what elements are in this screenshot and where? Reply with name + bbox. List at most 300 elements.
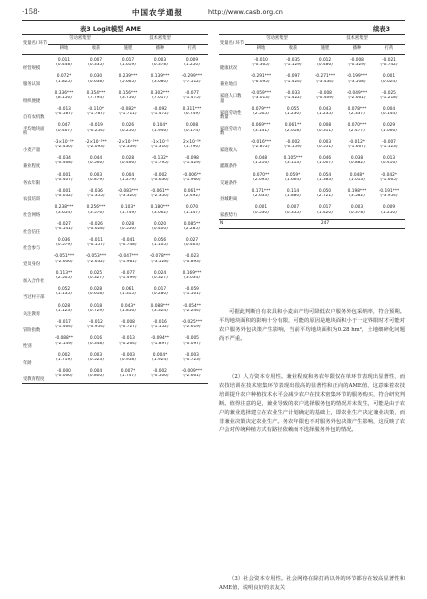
z-statistic: (1.235) — [317, 112, 333, 117]
ame-coefficient: 0.003 — [318, 139, 332, 145]
ame-coefficient: 0.009 — [185, 57, 199, 63]
table-row — [219, 121, 405, 129]
table-row — [22, 145, 208, 153]
labor-intensive-header: 劳动密集型 — [48, 35, 112, 45]
variable-name: 自有农机数 — [23, 115, 45, 120]
variable-name: 灌溉条件 — [220, 164, 238, 170]
table-caption-continued: 续表3 — [373, 26, 390, 33]
ame-coefficient: 0.028 — [121, 156, 135, 162]
ame-coefficient: 0.046 — [318, 156, 332, 162]
ame-coefficient: 0.001 — [254, 205, 268, 211]
z-statistic: (1.123) — [56, 308, 72, 313]
ame-coefficient: 0.008 — [185, 123, 199, 129]
ame-coefficient: -0.053*** — [85, 254, 107, 260]
variable-header: 变量名/ 环节 — [22, 35, 48, 55]
table-row — [22, 219, 208, 227]
ame-coefficient: -0.003 — [185, 352, 199, 358]
z-statistic: (1.619) — [120, 63, 136, 68]
z-statistic: (-3.320) — [119, 194, 137, 199]
variable-name: 性别 — [23, 344, 32, 350]
ame-coefficient: -0.083*** — [117, 188, 139, 194]
z-statistic: (-0.469) — [316, 95, 334, 100]
z-statistic: (1.013) — [349, 177, 365, 182]
z-statistic: (-2.149) — [55, 341, 73, 346]
variable-name: 家庭劳动性数量 — [220, 110, 242, 120]
z-statistic: (1.946) — [152, 128, 168, 133]
z-statistic: (-2.350) — [151, 194, 169, 199]
z-statistic: (-0.727) — [119, 325, 137, 330]
table-row — [22, 194, 208, 202]
z-statistic: (3.582) — [349, 194, 365, 199]
table-row — [22, 292, 208, 300]
z-statistic: (3.034) — [184, 276, 200, 281]
z-statistic: (0.729) — [88, 308, 104, 313]
z-statistic: (-1.464) — [55, 325, 73, 330]
z-statistic: (0.024) — [381, 79, 397, 84]
z-statistic: (0.174) — [184, 128, 200, 133]
table-row — [22, 333, 208, 341]
col-header: 播种 — [341, 45, 373, 55]
z-statistic: (-1.422) — [284, 95, 302, 100]
z-statistic: (-0.264) — [119, 341, 137, 346]
ame-coefficient: 0.024 — [153, 270, 167, 276]
z-statistic: (-0.407) — [55, 177, 73, 182]
variable-name: 服务认知 — [23, 82, 41, 88]
variable-name: 社会信任 — [23, 229, 41, 235]
z-statistic: (0.523) — [88, 357, 104, 362]
z-statistic: (0.618) — [88, 292, 104, 297]
ame-coefficient: -0.049*** — [346, 90, 368, 96]
ame-coefficient: 0.044 — [89, 156, 103, 162]
table-row — [22, 268, 208, 276]
ame-coefficient: -0.191*** — [378, 188, 400, 194]
ame-coefficient: -0.021 — [382, 57, 396, 63]
z-statistic: (3.576) — [88, 210, 104, 215]
ame-coefficient: 0.043 — [318, 107, 332, 113]
variable-name: 家庭人口数量 — [220, 94, 242, 104]
ame-coefficient: 0.043* — [120, 303, 136, 309]
z-statistic: (-0.587) — [55, 112, 73, 117]
ame-coefficient: 0.085** — [183, 221, 201, 227]
variable-name: 社会参与 — [23, 246, 41, 251]
z-statistic: (-2.244) — [183, 308, 201, 313]
table-row — [22, 235, 208, 243]
ame-coefficient: 0.003 — [350, 205, 364, 211]
ame-coefficient: 0.011 — [57, 57, 71, 63]
ame-coefficient: 0.007 — [89, 57, 103, 63]
z-statistic: (-6.095) — [252, 79, 270, 84]
table-row — [22, 366, 208, 374]
table-caption: 表3 Logit模型 AME — [80, 26, 142, 33]
z-statistic: (6.749) — [184, 112, 200, 117]
z-statistic: (-0.097) — [183, 341, 201, 346]
z-statistic: (1.880) — [285, 194, 301, 199]
z-statistic: (-3.508) — [348, 79, 366, 84]
ame-coefficient: -0.199*** — [346, 74, 368, 80]
ame-coefficient: -0.078*** — [149, 254, 171, 260]
ame-coefficient: -0.017 — [57, 319, 71, 325]
z-statistic: (-1.667) — [348, 145, 366, 150]
z-statistic: (0.448) — [56, 63, 72, 68]
ame-coefficient: 0.018 — [89, 303, 103, 309]
table-row — [219, 96, 405, 104]
ame-coefficient: -0.291*** — [250, 74, 272, 80]
table-row — [22, 252, 208, 260]
ame-coefficient: 0.070** — [252, 172, 270, 178]
ame-coefficient: -0.013 — [57, 107, 71, 113]
table-row — [22, 170, 208, 178]
ame-coefficient: 0.078*** — [347, 107, 367, 113]
ame-coefficient: 0.007 — [286, 205, 300, 211]
z-statistic: (1.216) — [253, 161, 269, 166]
table-row — [219, 178, 405, 186]
variable-name: 兼业地点 — [220, 82, 238, 88]
z-statistic: (3.324) — [152, 308, 168, 313]
z-statistic: (1.279) — [120, 177, 136, 182]
z-statistic: (0.378) — [152, 63, 168, 68]
ame-coefficient: -0.042* — [380, 172, 397, 178]
ame-coefficient: 0.061 — [121, 287, 135, 293]
ame-coefficient: 0.354*** — [86, 90, 106, 96]
z-statistic: (0.280) — [152, 292, 168, 297]
ame-coefficient: 0.059* — [285, 172, 301, 178]
table-row — [219, 55, 405, 64]
ame-coefficient: -0.008 — [121, 319, 135, 325]
z-statistic: (0.311) — [317, 128, 333, 133]
z-statistic: (-1.501) — [183, 292, 201, 297]
ame-coefficient: 0.004* — [152, 352, 168, 358]
table-row — [22, 161, 208, 169]
z-statistic: (-0.748) — [119, 243, 137, 248]
table-row — [219, 63, 405, 71]
ame-coefficient: -0.059*** — [250, 90, 272, 96]
table-row — [22, 80, 208, 88]
z-statistic: (1.250) — [381, 210, 397, 215]
variable-name: 冒险指数 — [23, 327, 41, 333]
ame-coefficient: -3×10⁻⁵* — [54, 139, 74, 145]
table-row — [22, 55, 208, 64]
table-row — [22, 284, 208, 292]
ame-coefficient: 0.008 — [318, 123, 332, 129]
col-header: 施肥 — [309, 45, 341, 55]
table-row — [22, 129, 208, 137]
col-header: 打药 — [176, 45, 208, 55]
ame-coefficient: 0.061** — [183, 188, 201, 194]
ame-coefficient: -0.008 — [318, 90, 332, 96]
z-statistic: (-7.512) — [183, 79, 201, 84]
z-statistic: (2.285) — [184, 226, 200, 231]
table-row — [219, 129, 405, 137]
table-row — [219, 112, 405, 120]
table-row — [22, 350, 208, 358]
ame-coefficient: 0.001 — [382, 74, 396, 80]
z-statistic: (3.654) — [56, 210, 72, 215]
z-statistic: (2.337) — [349, 112, 365, 117]
journal-name: 中国农学通报 — [132, 8, 183, 17]
ame-coefficient: 0.028 — [121, 221, 135, 227]
z-statistic: (2.633) — [253, 194, 269, 199]
ame-coefficient: 0.028 — [57, 303, 71, 309]
z-statistic: (-0.541) — [55, 226, 73, 231]
table-row — [22, 358, 208, 366]
table-row — [22, 374, 208, 383]
z-statistic: (7.017) — [152, 95, 168, 100]
ame-coefficient: 0.017 — [153, 287, 167, 293]
z-statistic: (0.144) — [381, 112, 397, 117]
z-statistic: (1.790) — [184, 145, 200, 150]
ame-coefficient: 0.038 — [350, 156, 364, 162]
table-row — [219, 104, 405, 112]
table-row — [22, 96, 208, 104]
ame-coefficient: -0.002 — [153, 369, 167, 375]
z-statistic: (1.315) — [120, 292, 136, 297]
z-statistic: (-2.606) — [55, 259, 73, 264]
ame-coefficient: -0.001 — [57, 188, 71, 194]
ame-coefficient: 0.004 — [382, 107, 396, 113]
ame-coefficient: 0.054 — [318, 172, 332, 178]
ame-coefficient: -0.008 — [350, 57, 364, 63]
ame-coefficient: 0.016 — [89, 336, 103, 342]
z-statistic: (0.551) — [317, 145, 333, 150]
z-statistic: (2.018) — [285, 128, 301, 133]
z-statistic: (2.505) — [56, 276, 72, 281]
z-statistic: (-0.954) — [87, 325, 105, 330]
ame-coefficient: -0.059 — [185, 287, 199, 293]
z-statistic: (1.719) — [56, 357, 72, 362]
ame-coefficient: -2×10⁻⁵** — [117, 139, 139, 145]
variable-name: 家庭劳动力数 — [220, 126, 242, 137]
z-statistic: (-0.159) — [284, 145, 302, 150]
col-header: 耕地 — [48, 45, 80, 55]
z-statistic: (1.135) — [56, 292, 72, 297]
ame-coefficient: -0.094** — [150, 336, 170, 342]
variable-name: 健康状况 — [220, 65, 238, 71]
variable-name: 党员身份 — [23, 262, 41, 268]
z-statistic: (-2.661) — [348, 95, 366, 100]
ame-coefficient: -0.023 — [185, 254, 199, 260]
z-statistic: (-0.157) — [87, 243, 105, 248]
ame-coefficient: -2×10⁻⁵** — [85, 139, 107, 145]
ame-coefficient: 0.238*** — [54, 205, 74, 211]
table-row — [22, 227, 208, 235]
ame-coefficient: -0.098 — [185, 156, 199, 162]
variable-name: 交通条件 — [220, 180, 238, 186]
z-statistic: (0.348) — [88, 341, 104, 346]
ame-coefficient: 0.088*** — [150, 303, 170, 309]
z-statistic: (-0.254) — [87, 128, 105, 133]
z-statistic: (-0.032) — [55, 194, 73, 199]
table-row — [22, 276, 208, 284]
ame-coefficient: -0.036 — [89, 188, 103, 194]
z-statistic: (1.066) — [381, 128, 397, 133]
table-row — [22, 63, 208, 71]
z-statistic: (1.007) — [317, 161, 333, 166]
ame-coefficient: 0.105*** — [283, 156, 303, 162]
body-paragraph: 可据此判断自有农具和小麦亩产均可降低农户服务外包采纳率，符合预期。平均地块面积的影响十分有限，可能的原因是地块面积小于一定界限时才可能对农户服务外包决策产生影响，当前平均地块面积为0.28 hm²，土地细碎化问题尚不严重。 — [219, 309, 405, 342]
z-statistic: (-1.787) — [87, 112, 105, 117]
table-row — [22, 121, 208, 129]
ame-coefficient: 0.029 — [382, 123, 396, 129]
ame-coefficient: 0.027 — [185, 238, 199, 244]
z-statistic: (0.335) — [88, 63, 104, 68]
col-header: 收获 — [277, 45, 309, 55]
labor-intensive-header: 劳动密集型 — [245, 35, 309, 45]
table-row — [219, 202, 405, 210]
z-statistic: (0.958) — [120, 357, 136, 362]
table-row — [22, 153, 208, 161]
ame-coefficient: -0.019 — [89, 123, 103, 129]
ame-coefficient: 0.311*** — [182, 107, 202, 113]
ame-coefficient: 0.055 — [286, 107, 300, 113]
ame-coefficient: 0.009 — [382, 205, 396, 211]
ame-coefficient: 0.104* — [152, 123, 168, 129]
z-statistic: (3.756) — [120, 95, 136, 100]
z-statistic: (1.825) — [56, 79, 72, 84]
z-statistic: (5.665) — [120, 79, 136, 84]
variable-name: 县城距离 — [220, 196, 238, 202]
ame-coefficient: 0.003 — [153, 57, 167, 63]
table-row — [219, 211, 405, 220]
ame-coefficient: 0.072* — [56, 74, 72, 80]
z-statistic: (-1.429) — [183, 161, 201, 166]
z-statistic: (3.113) — [285, 161, 301, 166]
z-statistic: (1.749) — [120, 210, 136, 215]
z-statistic: (0.530) — [253, 210, 269, 215]
z-statistic: (1.924) — [152, 357, 168, 362]
ame-coefficient: -0.077 — [121, 270, 135, 276]
table-row — [22, 71, 208, 79]
z-statistic: (1.230) — [285, 112, 301, 117]
z-statistic: (-3.528) — [151, 259, 169, 264]
ame-coefficient: 0.079*** — [251, 107, 271, 113]
z-statistic: (-0.066) — [48, 374, 80, 383]
ame-coefficient: 0.012 — [318, 57, 332, 63]
ame-coefficient: -0.092 — [153, 107, 167, 113]
table-row — [219, 137, 405, 145]
table-row — [22, 88, 208, 96]
z-statistic: (-1.129) — [284, 63, 302, 68]
table-row — [219, 153, 405, 161]
page-number: ·158· — [22, 8, 40, 16]
z-statistic: (-0.628) — [87, 226, 105, 231]
ame-coefficient: -0.005 — [185, 336, 199, 342]
ame-coefficient: -0.054** — [182, 303, 202, 309]
z-statistic: (-1.152) — [151, 325, 169, 330]
z-statistic: (-1.123) — [380, 145, 398, 150]
z-statistic: (-1.218) — [380, 95, 398, 100]
z-statistic: (0.556) — [120, 226, 136, 231]
ame-coefficient: -0.027 — [57, 221, 71, 227]
z-statistic: (3.141) — [253, 128, 269, 133]
ame-coefficient: -0.097 — [286, 74, 300, 80]
col-header: 播种 — [144, 45, 176, 55]
ame-coefficient: 0.020 — [153, 221, 167, 227]
table-row — [219, 161, 405, 169]
table-row — [22, 243, 208, 251]
z-statistic: (-1.355) — [87, 194, 105, 199]
ame-coefficient: -0.000 — [57, 369, 71, 375]
z-statistic: (-0.365) — [252, 63, 270, 68]
z-statistic: (0.463) — [184, 243, 200, 248]
variable-name: 关注教育 — [23, 311, 41, 317]
z-statistic: (-0.893) — [183, 259, 201, 264]
ame-coefficient: -0.026 — [89, 221, 103, 227]
table-row — [22, 186, 208, 194]
ame-coefficient: -0.034 — [57, 156, 71, 162]
variable-name: 当过村干部 — [23, 295, 45, 301]
ame-coefficient: -0.001 — [57, 172, 71, 178]
table-row — [219, 80, 405, 88]
ame-coefficient: 0.169*** — [182, 270, 202, 276]
z-statistic: (7.794) — [88, 95, 104, 100]
ame-coefficient: -0.006** — [182, 172, 202, 178]
ame-table-right — [219, 34, 405, 229]
ame-coefficient: 0.056 — [153, 238, 167, 244]
z-statistic: (-0.723) — [183, 357, 201, 362]
z-statistic: (-2.430) — [55, 145, 73, 150]
table-row — [22, 178, 208, 186]
z-statistic: (-1.711) — [119, 112, 137, 117]
ame-coefficient: 0.070*** — [347, 123, 367, 129]
ame-coefficient: 0.004 — [89, 369, 103, 375]
variable-name: 家族势力 — [220, 213, 238, 219]
ame-coefficient: -0.003 — [121, 352, 135, 358]
col-header: 耕地 — [245, 45, 277, 55]
variable-name: 平均地块面积 — [23, 126, 45, 137]
z-statistic: (-0.506) — [144, 374, 176, 383]
ame-coefficient: -0.033 — [286, 90, 300, 96]
z-statistic: (0.579) — [56, 243, 72, 248]
ame-table-left — [22, 34, 208, 384]
header-rule — [22, 20, 405, 21]
table-row — [22, 325, 208, 333]
ame-coefficient: -1×10⁻⁵ — [151, 139, 169, 145]
ame-coefficient: -0.013 — [121, 336, 135, 342]
ame-coefficient: -0.012* — [348, 139, 365, 145]
ame-coefficient: -0.007 — [382, 139, 396, 145]
ame-coefficient: -0.010 — [254, 57, 268, 63]
ame-coefficient: 0.048 — [254, 156, 268, 162]
table-row — [219, 71, 405, 79]
z-statistic: (-2.619) — [183, 325, 201, 330]
z-statistic: (2.721) — [317, 194, 333, 199]
ame-coefficient: -0.035 — [286, 57, 300, 63]
z-statistic: (1.420) — [317, 210, 333, 215]
z-statistic: (-1.966) — [183, 177, 201, 182]
z-statistic: (-0.329) — [348, 63, 366, 68]
table-row — [22, 317, 208, 325]
ame-coefficient: 0.156*** — [118, 90, 138, 96]
z-statistic: (8.156) — [56, 95, 72, 100]
ame-coefficient: 0.070 — [185, 205, 199, 211]
z-statistic: (-1.472) — [151, 112, 169, 117]
z-statistic: (-1.795) — [151, 161, 169, 166]
z-statistic: (-2.632) — [87, 259, 105, 264]
z-statistic: (0.879) — [88, 177, 104, 182]
z-statistic: (-1.499) — [119, 276, 137, 281]
ame-coefficient: -0.061** — [150, 188, 170, 194]
z-statistic: (1.664) — [285, 177, 301, 182]
z-statistic: (-1.665) — [380, 177, 398, 182]
ame-coefficient: -0.002 — [153, 172, 167, 178]
ame-coefficient: 0.047 — [57, 123, 71, 129]
ame-coefficient: -0.271*** — [314, 74, 336, 80]
table-row — [219, 170, 405, 178]
z-statistic: (-0.636) — [151, 177, 169, 182]
variable-name: 社会网络 — [23, 213, 41, 219]
z-statistic: (0.327) — [88, 276, 104, 281]
variable-header: 变量名/ 环节 — [219, 35, 245, 55]
